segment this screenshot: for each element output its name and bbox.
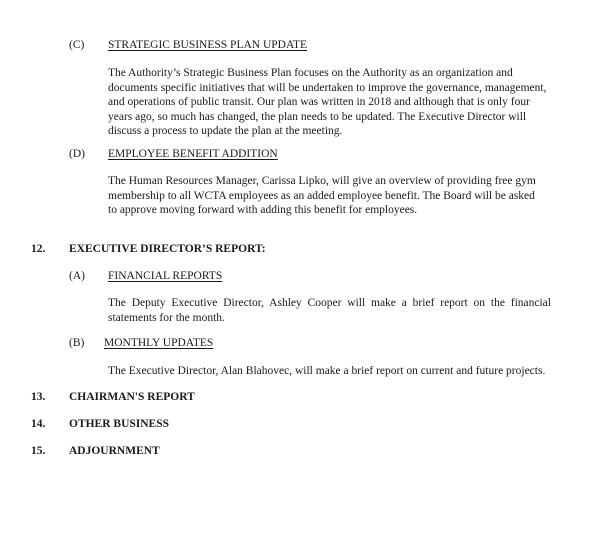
section-12-number: 12. [31, 243, 46, 255]
subsection-b-body: The Executive Director, Alan Blahovec, will make a brief report on current and future projects. [108, 365, 546, 377]
subsection-c-letter: (C) [69, 39, 85, 51]
subsection-a-body: The Deputy Executive Director, Ashley Cooper will make a brief report on the financial statements for the month. [108, 297, 551, 324]
subsection-b-letter: (B) [69, 337, 85, 349]
section-15-title: ADJOURNMENT [69, 445, 160, 457]
section-14-title: OTHER BUSINESS [69, 418, 170, 430]
section-14-number: 14. [31, 418, 46, 430]
section-13-number: 13. [31, 391, 46, 403]
subsection-d-title: EMPLOYEE BENEFIT ADDITION [108, 148, 278, 160]
subsection-d-letter: (D) [69, 148, 85, 160]
section-15-number: 15. [31, 445, 46, 457]
subsection-a-title: FINANCIAL REPORTS [108, 270, 223, 282]
subsection-c-body: The Authority’s Strategic Business Plan focuses on the Authority as an organization and documents specific initiatives that will be undertaken to improve the governance, management, and operations of public transit. Our plan was written in 2018 and although that is only four years ago, so much has changed, the plan needs to be updated. The Executive Director will discuss a process to update the plan at the meeting. [108, 67, 547, 137]
subsection-d-body: The Human Resources Manager, Carissa Lipko, will give an overview of providing free gym membership to all WCTA employees as an added employee benefit. The Board will be asked to approve moving forward with adding this benefit for employees. [108, 175, 536, 216]
subsection-b-title: MONTHLY UPDATES [104, 337, 214, 349]
section-12-title: EXECUTIVE DIRECTOR’S REPORT: [69, 243, 266, 255]
subsection-c-title: STRATEGIC BUSINESS PLAN UPDATE [108, 39, 308, 51]
subsection-a-letter: (A) [69, 270, 85, 282]
section-13-title: CHAIRMAN'S REPORT [69, 391, 195, 403]
